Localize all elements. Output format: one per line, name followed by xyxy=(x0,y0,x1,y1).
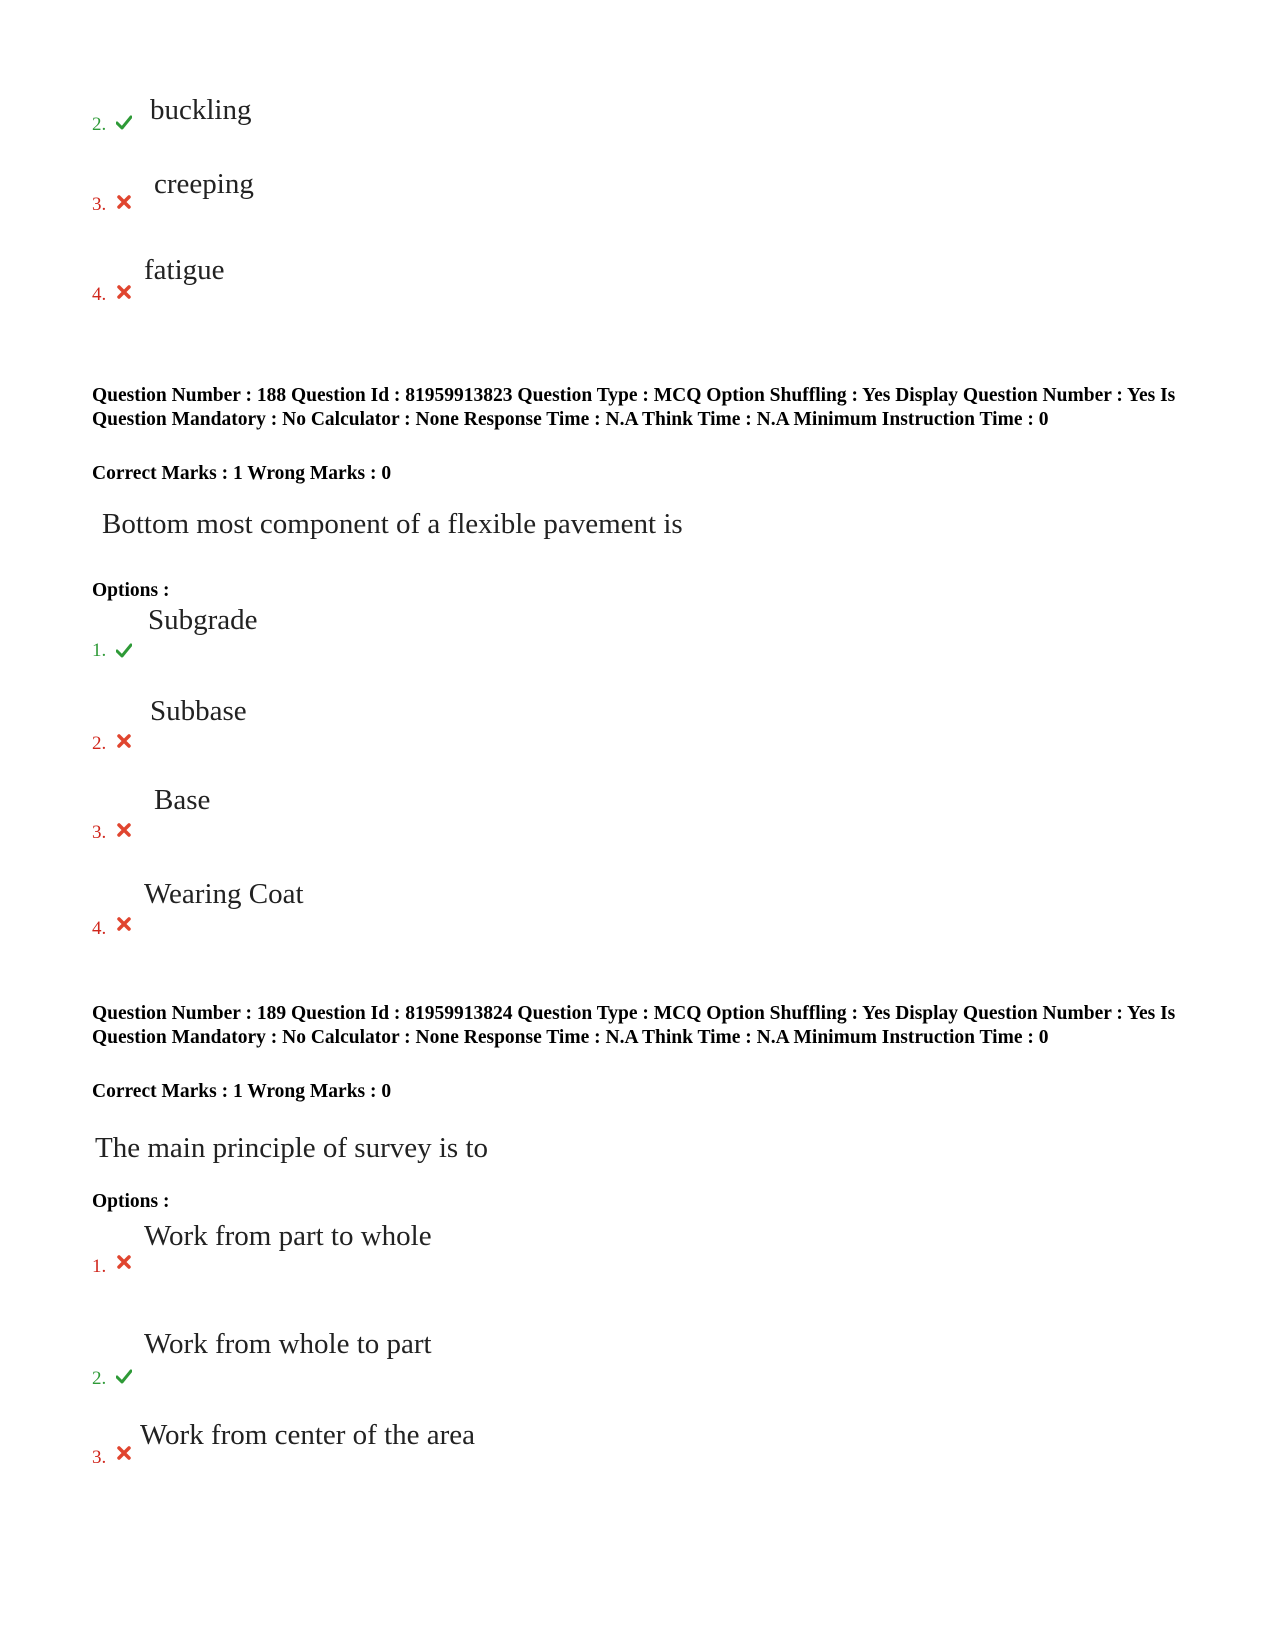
options-label: Options : xyxy=(92,580,170,601)
question-meta: Question Number : 189 Question Id : 81959913824 Question Type : MCQ Option Shuffling : Yes Display Question Number : Yes Is Question Mandatory : No Calculator : None Response Time : N.A Think Time : N.A Minimum Instruction Time : 0 xyxy=(92,1003,1176,1048)
option-number: 3. xyxy=(92,822,107,843)
option-text: Work from center of the area xyxy=(140,1419,476,1451)
option-text: Work from part to whole xyxy=(144,1220,432,1252)
option-text: fatigue xyxy=(144,254,225,286)
question-meta: Question Number : 188 Question Id : 81959913823 Question Type : MCQ Option Shuffling : Yes Display Question Number : Yes Is Question Mandatory : No Calculator : None Response Time : N.A Think Time : N.A Minimum Instruction Time : 0 xyxy=(92,385,1176,430)
option-number: 4. xyxy=(92,284,107,305)
option-number: 3. xyxy=(92,194,107,215)
question-marks: Correct Marks : 1 Wrong Marks : 0 xyxy=(92,1081,392,1102)
cross-icon xyxy=(116,916,132,932)
question-marks: Correct Marks : 1 Wrong Marks : 0 xyxy=(92,463,392,484)
option-number: 3. xyxy=(92,1447,107,1468)
option-number: 2. xyxy=(92,733,107,754)
option-text: creeping xyxy=(154,168,254,200)
cross-icon xyxy=(116,284,132,300)
cross-icon xyxy=(116,1254,132,1270)
option-number: 1. xyxy=(92,1256,107,1277)
cross-icon xyxy=(116,1445,132,1461)
option-text: Base xyxy=(154,784,211,816)
option-text: Subbase xyxy=(150,695,247,727)
cross-icon xyxy=(116,194,132,210)
options-label: Options : xyxy=(92,1191,170,1212)
option-number: 2. xyxy=(92,114,107,135)
option-number: 1. xyxy=(92,640,107,661)
check-icon xyxy=(116,642,132,658)
option-text: buckling xyxy=(150,94,252,126)
option-number: 4. xyxy=(92,918,107,939)
option-text: Wearing Coat xyxy=(144,878,304,910)
check-icon xyxy=(116,114,132,130)
cross-icon xyxy=(116,822,132,838)
option-text: Subgrade xyxy=(148,604,258,636)
cross-icon xyxy=(116,733,132,749)
option-number: 2. xyxy=(92,1368,107,1389)
question-text: The main principle of survey is to xyxy=(95,1132,489,1164)
option-text: Work from whole to part xyxy=(144,1328,432,1360)
check-icon xyxy=(116,1368,132,1384)
question-text: Bottom most component of a flexible pavement is xyxy=(102,508,683,540)
